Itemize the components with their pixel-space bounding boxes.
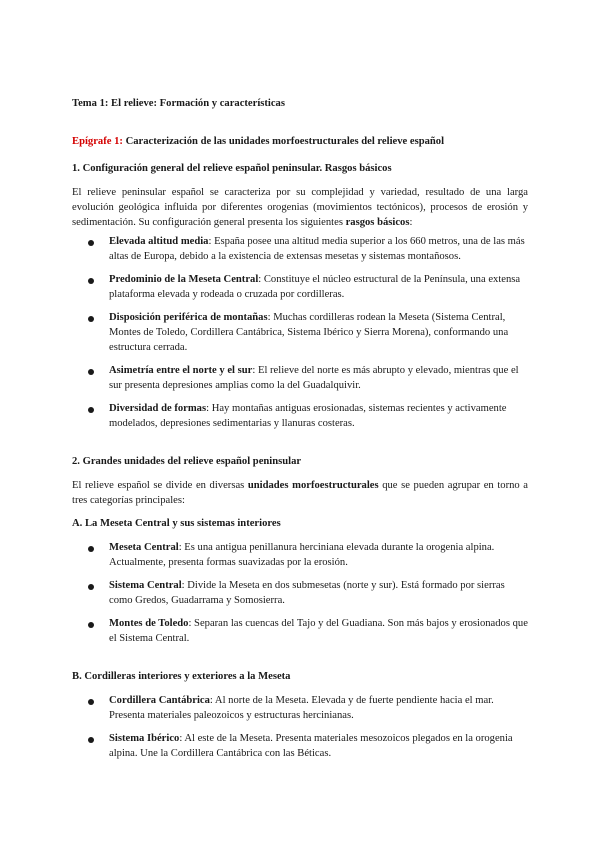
intro-bold: rasgos básicos: [345, 217, 410, 228]
bullet-icon: [88, 737, 94, 743]
epigrafe-label: Epígrafe 1:: [72, 136, 123, 147]
list-item-term: Elevada altitud media: [109, 236, 209, 247]
intro-text: El relieve peninsular español se caracteriza por su complejidad y variedad, resultado de una larga evolución geológica influida por diferentes orogenias (movimientos tectónicos), procesos de erosión y sedimentación. Su configuración general presenta los siguientes: [72, 187, 528, 228]
intro-bold: unidades morfoestructurales: [247, 480, 379, 491]
bullet-icon: [88, 622, 94, 628]
bullet-icon: [88, 240, 94, 246]
bullet-icon: [88, 407, 94, 413]
section-1-intro: [72, 185, 528, 230]
bullet-icon: [88, 699, 94, 705]
list-item: [109, 578, 528, 608]
list-item-text: : España posee una altitud media superior a los 660 metros, una de las más altas de Europa, debido a la existencia de extensas mesetas y sistemas montañosos.: [109, 236, 525, 262]
list-item-text: : Separan las cuencas del Tajo y del Guadiana. Son más bajos y erosionados que el Sistema Central.: [109, 618, 528, 644]
epigrafe-text: Caracterización de las unidades morfoestructurales del relieve español: [125, 136, 445, 147]
intro-text: El relieve español se divide en diversas: [72, 480, 248, 491]
list-item-text: : Divide la Meseta en dos submesetas (norte y sur). Está formado por sierras como Gredos, Guadarrama y Somosierra.: [109, 580, 505, 606]
list-item-term: Montes de Toledo: [109, 618, 189, 629]
list-item-text: : El relieve del norte es más abrupto y elevado, mientras que el sur presenta depresiones amplias como la del Guadalquivir.: [109, 365, 519, 391]
list-item-term: Disposición periférica de montañas: [109, 312, 268, 323]
list-item: [109, 401, 528, 431]
list-item: [109, 310, 528, 355]
section-2-intro: [72, 478, 528, 508]
bullet-icon: [88, 278, 94, 284]
list-item-text: : Al norte de la Meseta. Elevada y de fuerte pendiente hacia el mar. Presenta materiales paleozoicos y estructuras hercinianas.: [109, 695, 494, 721]
list-item-term: Sistema Central: [109, 580, 182, 591]
list-item-term: Sistema Ibérico: [109, 733, 180, 744]
list-item-text: : Constituye el núcleo estructural de la Península, una extensa plataforma elevada y rodeada o cruzada por cordilleras.: [109, 274, 521, 300]
list-item-term: Predominio de la Meseta Central: [109, 274, 259, 285]
intro-text-end: que se pueden agrupar en torno a tres categorías principales:: [72, 480, 528, 506]
list-item-term: Cordillera Cantábrica: [109, 695, 210, 706]
list-item-text: : Al este de la Meseta. Presenta materiales mesozoicos plegados en la orogenia alpina. Une la Cordillera Cantábrica con las Béticas.: [109, 733, 513, 759]
list-item: [109, 693, 528, 723]
bullet-icon: [88, 369, 94, 375]
subsection-b-heading: B. Cordilleras interiores y exteriores a la Meseta: [72, 671, 291, 682]
section-2-heading: 2. Grandes unidades del relieve español peninsular: [72, 456, 302, 467]
epigrafe-heading: [72, 134, 528, 149]
list-item: [109, 540, 528, 570]
intro-text-end: :: [409, 217, 413, 228]
list-item-term: Asimetría entre el norte y el sur: [109, 365, 253, 376]
list-item-term: Meseta Central: [109, 542, 179, 553]
section-1-heading: 1. Configuración general del relieve español peninsular. Rasgos básicos: [72, 163, 392, 174]
list-item-text: : Hay montañas antiguas erosionadas, sistemas recientes y activamente modelados, depresiones sedimentarias y llanuras costeras.: [109, 403, 507, 429]
bullet-icon: [88, 584, 94, 590]
bullet-icon: [88, 546, 94, 552]
list-item-text: : Es una antigua penillanura herciniana elevada durante la orogenia alpina. Actualmente, presenta formas suavizadas por la erosión.: [109, 542, 495, 568]
list-item-text: : Muchas cordilleras rodean la Meseta (Sistema Central, Montes de Toledo, Cordillera Cantábrica, Sistema Ibérico y Sierra Morena), conformando una estructura cerrada.: [109, 312, 509, 353]
subsection-a-heading: A. La Meseta Central y sus sistemas interiores: [72, 518, 281, 529]
bullet-icon: [88, 316, 94, 322]
list-item: [109, 272, 528, 302]
list-item: [109, 731, 528, 761]
document-title: Tema 1: El relieve: Formación y características: [72, 98, 285, 109]
list-item: [109, 616, 528, 646]
list-item: [109, 363, 528, 393]
list-item: [109, 234, 528, 264]
list-item-term: Diversidad de formas: [109, 403, 207, 414]
